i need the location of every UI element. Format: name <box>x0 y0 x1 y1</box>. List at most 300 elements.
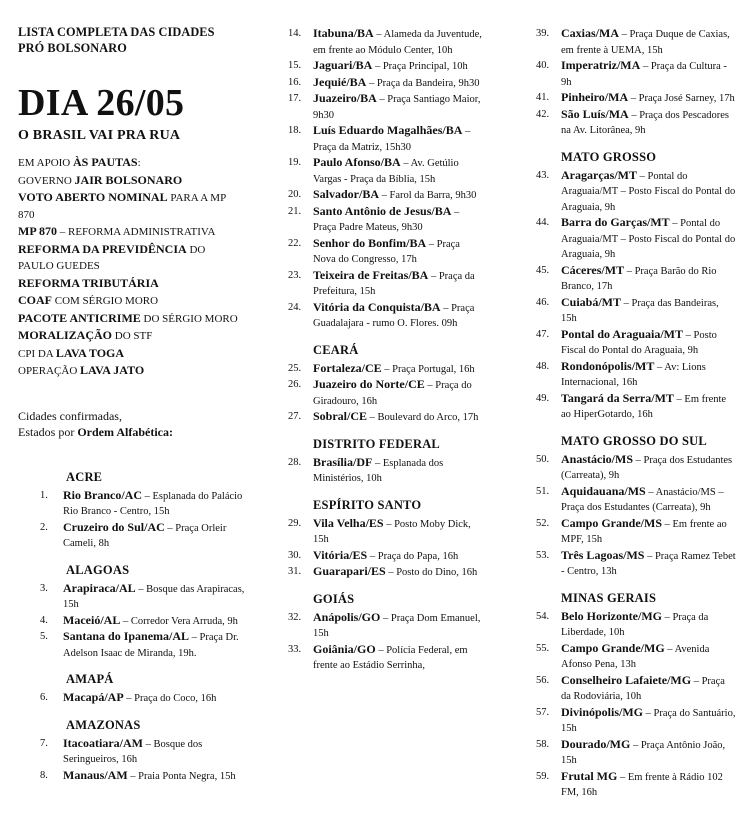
item-number: 17. <box>288 93 302 104</box>
list-item <box>18 629 248 661</box>
city-name: Salvador/BA <box>313 187 380 201</box>
pauta-line <box>18 207 248 224</box>
city-name: Itabuna/BA <box>313 26 374 40</box>
event-location: – Em frente à Rádio 102 FM, 16h <box>561 771 723 798</box>
event-location: – Posto Moby Dick, 15h <box>313 518 471 545</box>
state-heading: CEARÁ <box>313 342 359 357</box>
item-number: 8. <box>40 769 48 781</box>
list-item <box>18 613 248 630</box>
city-name: Itacoatiara/AM <box>63 735 143 750</box>
city-name: Santo Antônio de Jesus/BA <box>313 203 452 218</box>
item-text <box>313 516 484 548</box>
header-line-1: LISTA COMPLETA DAS CIDADES <box>18 25 215 39</box>
pauta-text: 870 <box>18 208 35 221</box>
state-heading: MATO GROSSO <box>561 149 657 164</box>
event-location: – Praça Principal, 10h <box>372 61 468 72</box>
event-location: – Av. Getúlio Vargas - Praça da Bíblia, 15h <box>313 158 459 185</box>
item-number: 27. <box>288 411 302 422</box>
item-text <box>313 155 484 187</box>
item-number: 45. <box>536 264 550 276</box>
item-number: 55. <box>536 642 550 654</box>
pauta-line <box>18 310 248 328</box>
event-location: – Praça Portugal, 16h <box>381 363 475 375</box>
city-name: Pinheiro/MA <box>561 90 629 104</box>
city-name: Sobral/CE <box>313 409 368 423</box>
item-text <box>561 609 736 641</box>
list-item <box>288 123 484 155</box>
list-item <box>288 75 484 92</box>
event-location: – Praia Ponta Negra, 15h <box>127 770 236 782</box>
item-number: 39. <box>536 28 550 39</box>
list-item <box>288 564 484 581</box>
city-name: Divinópolis/MG <box>561 704 644 719</box>
pauta-line <box>18 292 248 310</box>
event-location: – Av: Lions Internacional, 16h <box>561 361 706 388</box>
city-name: Fortaleza/CE <box>313 360 382 375</box>
pauta-line <box>18 327 248 345</box>
event-location: – Alameda da Juventude, em frente ao Módulo Center, 10h <box>313 29 482 56</box>
event-location: – Posto Fiscal do Pontal do Araguaia, 9h <box>561 329 717 356</box>
list-item <box>536 737 736 769</box>
item-number: 31. <box>288 566 302 577</box>
item-text <box>313 377 484 409</box>
item-number: 41. <box>536 92 550 103</box>
item-text <box>561 484 736 516</box>
states-list-col3 <box>536 26 736 801</box>
event-location: – Praça da Matriz, 15h30 <box>313 126 471 153</box>
item-text <box>313 610 484 642</box>
list-item <box>288 516 484 548</box>
item-text <box>313 204 484 236</box>
list-item <box>288 548 484 565</box>
list-item <box>536 516 736 548</box>
event-location: – Corredor Vera Arruda, 9h <box>120 615 238 627</box>
item-text <box>561 391 736 423</box>
item-number: 23. <box>288 269 302 281</box>
list-item <box>288 361 484 378</box>
event-location: – Praça Orleir Cameli, 8h <box>63 522 227 549</box>
list-item <box>18 520 248 552</box>
city-name: Brasília/DF <box>313 454 373 469</box>
item-number: 53. <box>536 549 550 561</box>
item-text <box>561 168 736 216</box>
city-name: Guarapari/ES <box>313 564 386 578</box>
list-item <box>536 168 736 216</box>
city-name: Santana do Ipanema/AL <box>63 629 190 643</box>
event-location: – Avenida Afonso Pena, 13h <box>561 643 710 670</box>
city-name: Vila Velha/ES <box>313 515 384 530</box>
state-heading: MATO GROSSO DO SUL <box>561 433 707 448</box>
city-name: Senhor do Bonfim/BA <box>313 235 427 250</box>
pauta-text: DO <box>186 243 206 256</box>
city-name: Vitória/ES <box>313 547 368 562</box>
list-item <box>536 705 736 737</box>
pauta-bold: VOTO ABERTO NOMINAL <box>18 190 168 204</box>
list-item <box>536 609 736 641</box>
list-item <box>18 736 248 768</box>
city-name: Cáceres/MT <box>561 262 625 277</box>
pauta-bold: REFORMA TRIBUTÁRIA <box>18 275 159 290</box>
list-item <box>288 204 484 236</box>
list-item <box>536 484 736 516</box>
event-location: – Pontal do Araguaia/MT – Posto Fiscal do Pontal do Araguaia, 9h <box>561 170 736 213</box>
pauta-text: COM SÉRGIO MORO <box>52 295 159 307</box>
list-item <box>18 768 248 785</box>
city-name: Goiânia/GO <box>313 641 376 656</box>
event-location: – Praça da Rodoviária, 10h <box>561 675 725 702</box>
list-item <box>536 215 736 263</box>
pauta-text: PAULO GUEDES <box>18 260 100 272</box>
city-name: Arapiraca/AL <box>63 580 136 595</box>
event-location: – Bosque das Arapiracas, 15h <box>63 583 245 610</box>
item-text <box>63 768 248 785</box>
event-location: – Praça Padre Mateus, 9h30 <box>313 206 460 233</box>
list-item <box>18 581 248 613</box>
list-item <box>536 26 736 58</box>
item-text <box>561 452 736 484</box>
list-item <box>536 359 736 391</box>
pauta-line <box>18 189 248 207</box>
list-item <box>536 391 736 423</box>
item-text <box>313 361 484 378</box>
list-item <box>288 236 484 268</box>
item-number: 46. <box>536 296 550 308</box>
item-number: 20. <box>288 189 302 200</box>
pauta-bold: LAVA TOGA <box>55 345 125 360</box>
list-item <box>288 610 484 642</box>
item-number: 44. <box>536 217 550 228</box>
city-name: Rio Branco/AC <box>63 487 142 502</box>
city-name: Campo Grande/MS <box>561 515 663 530</box>
list-item <box>536 548 736 580</box>
item-number: 24. <box>288 301 302 313</box>
item-number: 21. <box>288 205 302 217</box>
item-number: 48. <box>536 360 550 372</box>
item-text <box>63 613 248 630</box>
item-text <box>313 642 484 674</box>
pauta-bold: MP 870 <box>18 224 57 238</box>
item-text <box>313 564 484 581</box>
states-list-col1 <box>18 469 248 785</box>
list-item <box>536 769 736 801</box>
item-text <box>313 300 484 332</box>
city-name: Campo Grande/MG <box>561 640 665 655</box>
event-location: – Praça da Bandeira, 9h30 <box>366 77 480 89</box>
city-name: Caxias/MA <box>561 26 619 40</box>
item-text <box>313 236 484 268</box>
list-item <box>536 673 736 705</box>
item-text <box>63 629 248 661</box>
pauta-text: GOVERNO <box>18 174 75 187</box>
city-name: Três Lagoas/MS <box>561 547 645 562</box>
state-heading: ACRE <box>66 469 103 484</box>
item-text <box>561 90 736 107</box>
item-number: 57. <box>536 706 550 718</box>
list-item <box>288 455 484 487</box>
item-number: 52. <box>536 517 550 529</box>
item-text <box>313 268 484 300</box>
state-heading: ESPÍRITO SANTO <box>313 497 422 512</box>
city-name: Manaus/AM <box>63 767 128 782</box>
list-item <box>536 295 736 327</box>
event-location: – Praça Barão do Rio Branco, 17h <box>561 265 717 292</box>
city-name: Rondonópolis/MT <box>561 358 655 373</box>
event-location: – Praça do Giradouro, 16h <box>313 380 472 407</box>
list-item <box>18 690 248 707</box>
item-text <box>313 455 484 487</box>
city-name: São Luís/MA <box>561 106 629 121</box>
item-text <box>561 327 736 359</box>
item-text <box>561 705 736 737</box>
event-location: – Praça da Liberdade, 10h <box>561 611 709 638</box>
item-number: 3. <box>40 582 48 594</box>
event-location: – Praça dos Pescadores na Av. Litorânea, 9h <box>561 109 729 136</box>
pauta-line <box>18 172 248 190</box>
event-location: – Praça do Coco, 16h <box>123 693 217 704</box>
list-item <box>536 452 736 484</box>
event-location: – Praça dos Estudantes (Carreata), 9h <box>561 454 733 481</box>
item-number: 50. <box>536 453 550 465</box>
list-item <box>288 58 484 75</box>
item-text <box>63 736 248 768</box>
event-location: – Praça da Prefeitura, 15h <box>313 270 475 297</box>
item-text <box>63 581 248 613</box>
pauta-text: EM APOIO <box>18 157 74 169</box>
pauta-line <box>18 241 248 259</box>
city-name: Anastácio/MS <box>561 451 633 466</box>
item-text <box>561 215 736 263</box>
date-title: DIA 26/05 <box>18 82 185 124</box>
item-text <box>561 673 736 705</box>
list-item <box>288 268 484 300</box>
list-item <box>536 263 736 295</box>
item-number: 59. <box>536 770 550 782</box>
item-text <box>63 488 248 520</box>
city-name: Luís Eduardo Magalhães/BA <box>313 123 463 137</box>
list-item <box>536 107 736 139</box>
city-name: Juazeiro/BA <box>313 91 377 105</box>
event-location: – Esplanada dos Ministérios, 10h <box>313 457 444 484</box>
item-number: 32. <box>288 611 302 623</box>
list-item <box>288 91 484 123</box>
state-heading: AMAPÁ <box>66 672 114 686</box>
item-text <box>313 26 484 58</box>
list-item <box>536 327 736 359</box>
event-location: – Anastácio/MS – Praça dos Estudantes (Carreata), 9h <box>561 486 724 513</box>
pauta-line <box>18 345 248 363</box>
list-item <box>288 377 484 409</box>
pauta-bold: ÀS PAUTAS <box>73 155 138 169</box>
event-location: – Esplanada do Palácio Rio Branco - Centro, 15h <box>63 490 243 517</box>
state-heading: GOIÁS <box>313 591 355 606</box>
item-number: 5. <box>40 631 48 642</box>
item-number: 56. <box>536 674 550 686</box>
pauta-text: DO SÉRGIO MORO <box>140 312 238 325</box>
item-number: 42. <box>536 108 550 120</box>
column-3 <box>536 0 736 801</box>
list-item <box>288 26 484 58</box>
item-text <box>561 295 736 327</box>
item-number: 28. <box>288 456 302 468</box>
city-name: Pontal do Araguaia/MT <box>561 326 684 341</box>
city-name: Cruzeiro do Sul/AC <box>63 519 165 534</box>
confirmed-line-1: Cidades confirmadas, <box>18 408 122 423</box>
pauta-text: – REFORMA ADMINISTRATIVA <box>57 226 216 238</box>
item-text <box>561 359 736 391</box>
item-number: 19. <box>288 157 302 168</box>
event-location: – Praça do Papa, 16h <box>367 550 459 562</box>
item-number: 54. <box>536 610 550 622</box>
item-text <box>313 123 484 155</box>
city-name: Paulo Afonso/BA <box>313 155 401 169</box>
states-list-col2 <box>288 26 484 674</box>
item-number: 15. <box>288 60 302 71</box>
city-name: Jaguari/BA <box>313 58 373 72</box>
city-name: Dourado/MG <box>561 736 631 751</box>
item-number: 58. <box>536 738 550 750</box>
item-number: 29. <box>288 517 302 529</box>
pauta-bold: COAF <box>18 293 52 307</box>
item-number: 18. <box>288 125 302 136</box>
pauta-bold: LAVA JATO <box>80 363 145 377</box>
item-number: 7. <box>40 737 48 749</box>
pauta-text: PARA A MP <box>167 192 227 204</box>
item-text <box>313 187 484 204</box>
city-name: Maceió/AL <box>63 612 121 627</box>
city-name: Cuiabá/MT <box>561 294 622 309</box>
item-number: 47. <box>536 328 550 340</box>
item-number: 4. <box>40 614 48 626</box>
state-heading: AMAZONAS <box>66 717 141 732</box>
event-location: – Polícia Federal, em frente ao Estádio Serrinha, <box>313 644 468 671</box>
event-location: – Boulevard do Arco, 17h <box>367 412 479 423</box>
item-number: 16. <box>288 76 302 88</box>
item-text <box>313 75 484 92</box>
event-location: – Em frente ao HiperGotardo, 16h <box>561 393 727 420</box>
pauta-line <box>18 154 248 172</box>
item-number: 33. <box>288 643 302 655</box>
item-text <box>561 58 736 90</box>
event-location: – Farol da Barra, 9h30 <box>379 190 477 201</box>
pauta-line <box>18 223 248 241</box>
city-name: Imperatriz/MA <box>561 58 641 72</box>
column-2 <box>288 0 484 674</box>
item-text <box>561 263 736 295</box>
item-number: 30. <box>288 549 302 561</box>
city-name: Jequié/BA <box>313 74 367 89</box>
city-name: Barra do Garças/MT <box>561 215 670 229</box>
city-name: Macapá/AP <box>63 690 124 704</box>
city-name: Vitória da Conquista/BA <box>313 299 441 314</box>
city-name: Juazeiro do Norte/CE <box>313 377 425 391</box>
item-text <box>313 548 484 565</box>
item-text <box>313 91 484 123</box>
list-item <box>288 155 484 187</box>
city-name: Anápolis/GO <box>313 609 381 624</box>
event-location: – Praça Antônio João, 15h <box>561 739 726 766</box>
event-location: – Praça Guadalajara - rumo O. Flores. 09h <box>313 302 475 329</box>
event-location: – Bosque dos Seringueiros, 16h <box>63 738 203 765</box>
city-name: Conselheiro Lafaiete/MG <box>561 672 692 687</box>
city-name: Aquidauana/MS <box>561 483 646 498</box>
city-name: Frutal MG <box>561 768 618 783</box>
list-item <box>288 642 484 674</box>
state-heading: DISTRITO FEDERAL <box>313 436 440 451</box>
item-text <box>63 690 248 707</box>
pauta-bold: PACOTE ANTICRIME <box>18 310 141 325</box>
state-heading: ALAGOAS <box>66 562 130 577</box>
list-item <box>288 300 484 332</box>
event-location: – Praça Ramez Tebet - Centro, 13h <box>561 550 736 577</box>
item-number: 43. <box>536 169 550 181</box>
pauta-line <box>18 362 248 380</box>
item-number: 40. <box>536 60 550 71</box>
confirmed-line-2: Estados por Ordem Alfabética: <box>18 425 173 439</box>
event-location: – Posto do Dino, 16h <box>385 567 478 578</box>
event-location: – Praça Santiago Maior, 9h30 <box>313 94 481 121</box>
pauta-text: OPERAÇÃO <box>18 365 81 377</box>
list-item <box>536 90 736 107</box>
event-location: – Praça José Sarney, 17h <box>628 93 735 104</box>
city-name: Tangará da Serra/MT <box>561 390 674 405</box>
pauta-text: DO STF <box>112 330 153 342</box>
item-text <box>313 409 484 426</box>
item-number: 22. <box>288 237 302 249</box>
event-location: – Pontal do Araguaia/MT – Posto Fiscal do Pontal do Araguaia, 9h <box>561 218 736 260</box>
item-number: 51. <box>536 485 550 497</box>
item-text <box>561 769 736 801</box>
item-text <box>561 516 736 548</box>
pauta-line <box>18 258 248 275</box>
pauta-text: : <box>137 157 141 169</box>
city-name: Belo Horizonte/MG <box>561 608 662 623</box>
item-number: 1. <box>40 489 48 501</box>
pauta-line <box>18 275 248 293</box>
item-number: 25. <box>288 362 302 374</box>
pauta-text: CPI DA <box>18 347 56 360</box>
item-text <box>313 58 484 75</box>
list-item <box>288 187 484 204</box>
event-location: – Praça da Cultura - 9h <box>561 61 727 88</box>
list-item <box>18 488 248 520</box>
item-number: 49. <box>536 392 550 404</box>
event-location: – Em frente ao MPF, 15h <box>561 518 727 545</box>
event-location: – Praça Dr. Adelson Isaac de Miranda, 19h. <box>63 632 239 659</box>
event-location: – Praça do Santuário, 15h <box>561 707 736 734</box>
item-text <box>561 107 736 139</box>
event-location: – Praça Duque de Caxias, em frente à UEMA, 15h <box>561 29 730 56</box>
pautas-list <box>18 154 248 380</box>
list-item <box>536 641 736 673</box>
item-text <box>63 520 248 552</box>
subtitle: O BRASIL VAI PRA RUA <box>18 128 181 143</box>
event-location: – Praça Nova do Congresso, 17h <box>313 238 460 265</box>
column-1 <box>18 0 248 784</box>
item-text <box>561 641 736 673</box>
item-text <box>561 26 736 58</box>
event-location: – Praça Dom Emanuel, 15h <box>313 612 481 639</box>
event-location: – Praça das Bandeiras, 15h <box>561 297 719 324</box>
header-line-2: PRÓ BOLSONARO <box>18 41 127 55</box>
item-text <box>561 737 736 769</box>
item-number: 14. <box>288 28 302 39</box>
pauta-bold: MORALIZAÇÃO <box>18 328 113 342</box>
item-number: 26. <box>288 379 302 390</box>
item-number: 2. <box>40 521 48 533</box>
item-text <box>561 548 736 580</box>
pauta-bold: REFORMA DA PREVIDÊNCIA <box>18 241 187 256</box>
state-heading: MINAS GERAIS <box>561 590 657 605</box>
